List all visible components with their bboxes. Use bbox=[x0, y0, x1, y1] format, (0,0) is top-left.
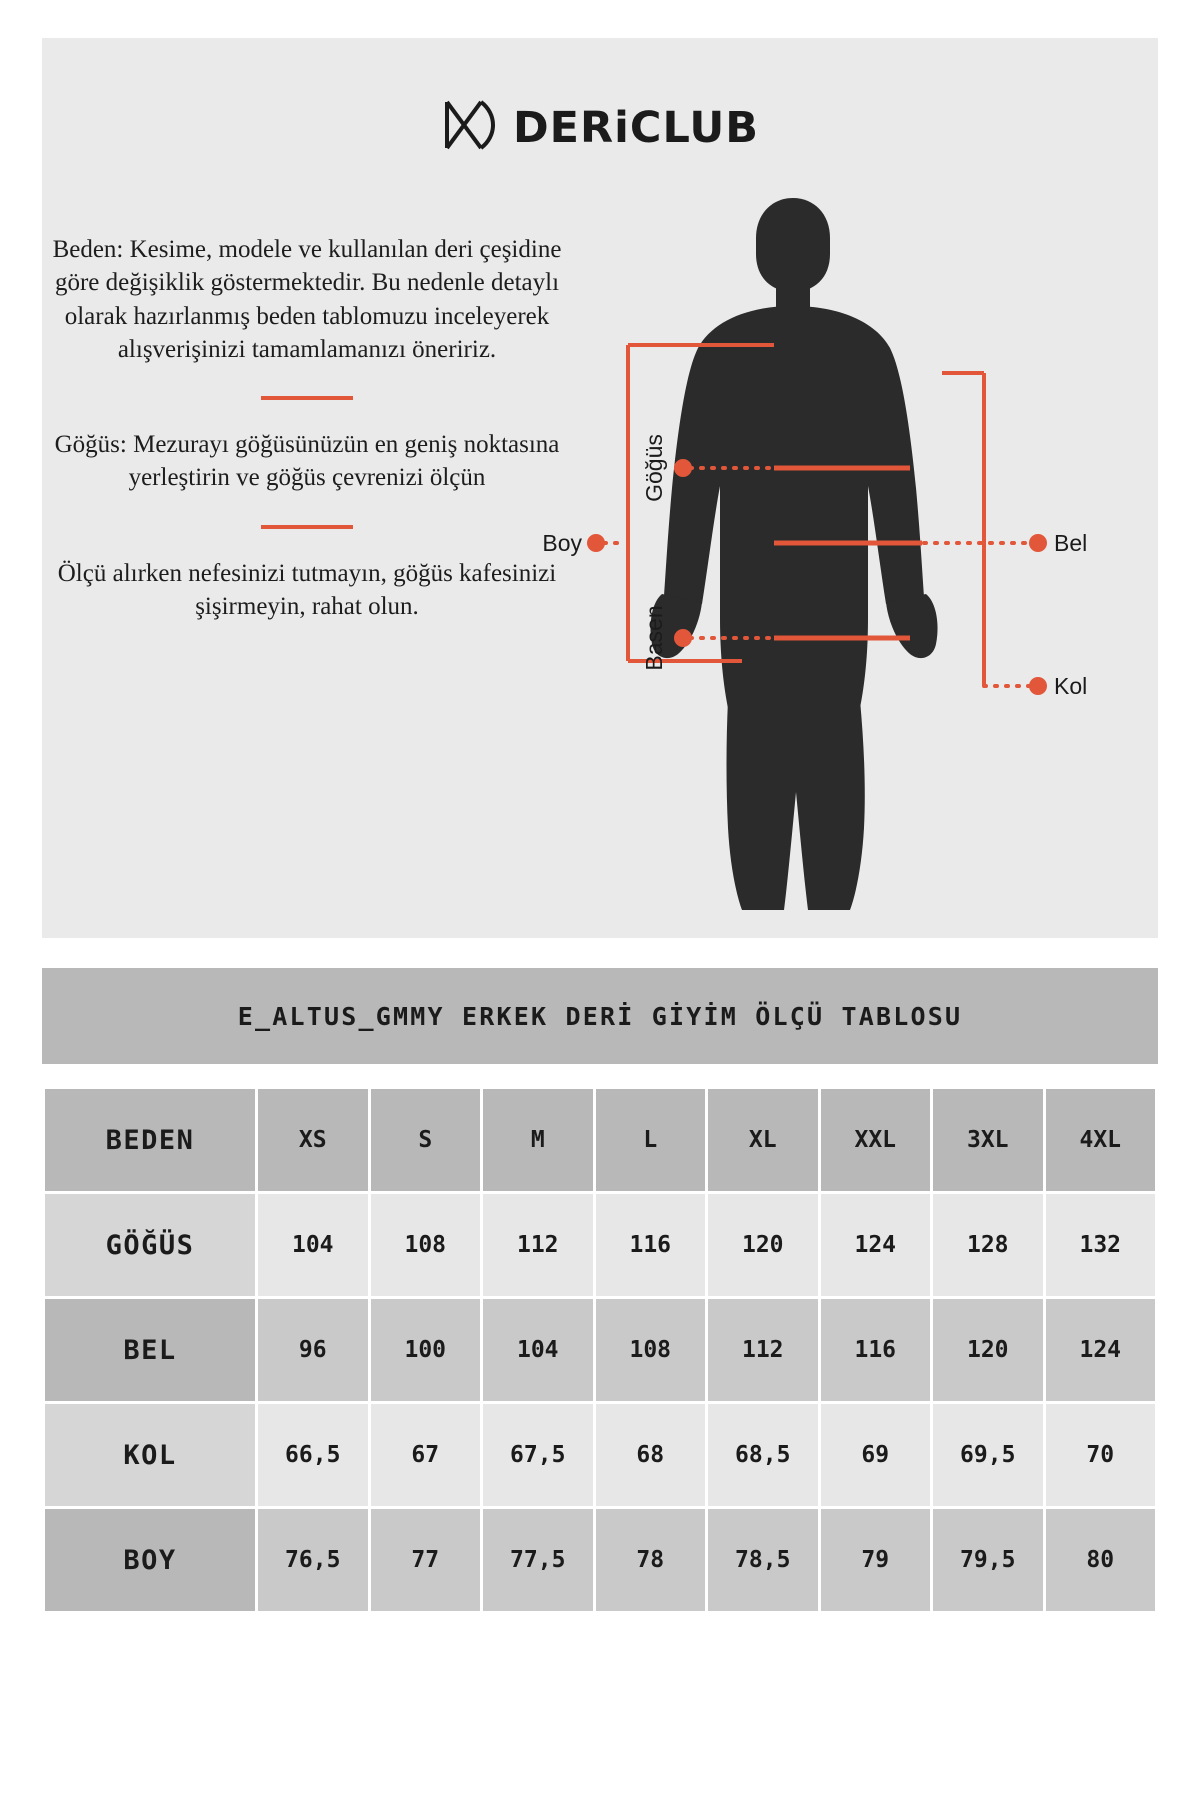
height-dot bbox=[587, 534, 605, 552]
measurement-cell: 80 bbox=[1046, 1509, 1156, 1611]
measurement-cell: 120 bbox=[708, 1194, 818, 1296]
divider-1 bbox=[261, 396, 353, 400]
table-row bbox=[45, 1509, 1155, 1611]
header-cell-size: M bbox=[483, 1089, 593, 1191]
measurement-cell: 67 bbox=[371, 1404, 481, 1506]
measurement-cell: 112 bbox=[708, 1299, 818, 1401]
table-title: E_ALTUS_GMMY ERKEK DERİ GİYİM ÖLÇÜ TABLOSU bbox=[237, 1001, 963, 1031]
hip-dot bbox=[674, 629, 692, 647]
measurement-figure bbox=[542, 188, 1158, 918]
header-cell-beden: BEDEN bbox=[45, 1089, 255, 1191]
header-cell-size: XL bbox=[708, 1089, 818, 1191]
measurement-cell: 68 bbox=[596, 1404, 706, 1506]
measurement-cell: 77 bbox=[371, 1509, 481, 1611]
measurement-cell: 76,5 bbox=[258, 1509, 368, 1611]
measurement-cell: 79,5 bbox=[933, 1509, 1043, 1611]
header-cell-size: 3XL bbox=[933, 1089, 1043, 1191]
row-label-cell: BOY bbox=[45, 1509, 255, 1611]
measurement-cell: 124 bbox=[821, 1194, 931, 1296]
measurement-cell: 78 bbox=[596, 1509, 706, 1611]
measurement-cell: 132 bbox=[1046, 1194, 1156, 1296]
table-row bbox=[45, 1299, 1155, 1401]
measurement-cell: 66,5 bbox=[258, 1404, 368, 1506]
measurement-cell: 79 bbox=[821, 1509, 931, 1611]
measurement-cell: 116 bbox=[596, 1194, 706, 1296]
measurement-cell: 100 bbox=[371, 1299, 481, 1401]
brand-logo bbox=[42, 96, 1158, 159]
measurement-cell: 108 bbox=[596, 1299, 706, 1401]
measurement-cell: 67,5 bbox=[483, 1404, 593, 1506]
dericlub-monogram-icon bbox=[441, 96, 503, 159]
measurement-cell: 68,5 bbox=[708, 1404, 818, 1506]
brand-name: DERiCLUB bbox=[512, 102, 760, 153]
measurement-cell: 69 bbox=[821, 1404, 931, 1506]
measurement-cell: 128 bbox=[933, 1194, 1043, 1296]
size-table bbox=[42, 1086, 1158, 1614]
hip-label: Basen bbox=[641, 605, 667, 671]
measurement-cell: 124 bbox=[1046, 1299, 1156, 1401]
header-cell-size: XS bbox=[258, 1089, 368, 1191]
info-paragraph-2: Göğüs: Mezurayı göğüsünüzün en geniş noktasına yerleştirin ve göğüs çevrenizi ölçün bbox=[54, 431, 560, 492]
info-paragraph-1: Beden: Kesime, modele ve kullanılan deri çeşidine göre değişiklik göstermektedir. Bu nedenle detaylı olarak hazırlanmış beden tablomuzu inceleyerek alışverişinizi tamamlamanızı öneririz. bbox=[52, 236, 562, 363]
row-label-cell: GÖĞÜS bbox=[45, 1194, 255, 1296]
measurement-cell: 70 bbox=[1046, 1404, 1156, 1506]
measurement-cell: 108 bbox=[371, 1194, 481, 1296]
measurement-cell: 104 bbox=[483, 1299, 593, 1401]
measurement-cell: 78,5 bbox=[708, 1509, 818, 1611]
measurement-cell: 120 bbox=[933, 1299, 1043, 1401]
measurement-cell: 104 bbox=[258, 1194, 368, 1296]
sleeve-label: Kol bbox=[1054, 673, 1088, 699]
measurement-cell: 77,5 bbox=[483, 1509, 593, 1611]
table-title-bar bbox=[42, 968, 1158, 1064]
waist-label: Bel bbox=[1054, 530, 1088, 556]
waist-dot bbox=[1029, 534, 1047, 552]
header-cell-size: S bbox=[371, 1089, 481, 1191]
row-label-cell: KOL bbox=[45, 1404, 255, 1506]
table-header-row bbox=[45, 1089, 1155, 1191]
table-row bbox=[45, 1194, 1155, 1296]
header-cell-size: L bbox=[596, 1089, 706, 1191]
chest-dot bbox=[674, 459, 692, 477]
measurement-cell: 69,5 bbox=[933, 1404, 1043, 1506]
measurement-cell: 116 bbox=[821, 1299, 931, 1401]
table-row bbox=[45, 1404, 1155, 1506]
divider-2 bbox=[261, 525, 353, 529]
sleeve-dot bbox=[1029, 677, 1047, 695]
header-cell-size: XXL bbox=[821, 1089, 931, 1191]
measurement-cell: 112 bbox=[483, 1194, 593, 1296]
chest-label: Göğüs bbox=[641, 434, 667, 502]
row-label-cell: BEL bbox=[45, 1299, 255, 1401]
height-label: Boy bbox=[542, 530, 582, 556]
body-silhouette bbox=[650, 198, 937, 910]
info-paragraph-3: Ölçü alırken nefesinizi tutmayın, göğüs kafesinizi şişirmeyin, rahat olun. bbox=[57, 559, 557, 620]
header-cell-size: 4XL bbox=[1046, 1089, 1156, 1191]
measurement-cell: 96 bbox=[258, 1299, 368, 1401]
info-column bbox=[52, 233, 562, 623]
top-panel bbox=[42, 38, 1158, 938]
